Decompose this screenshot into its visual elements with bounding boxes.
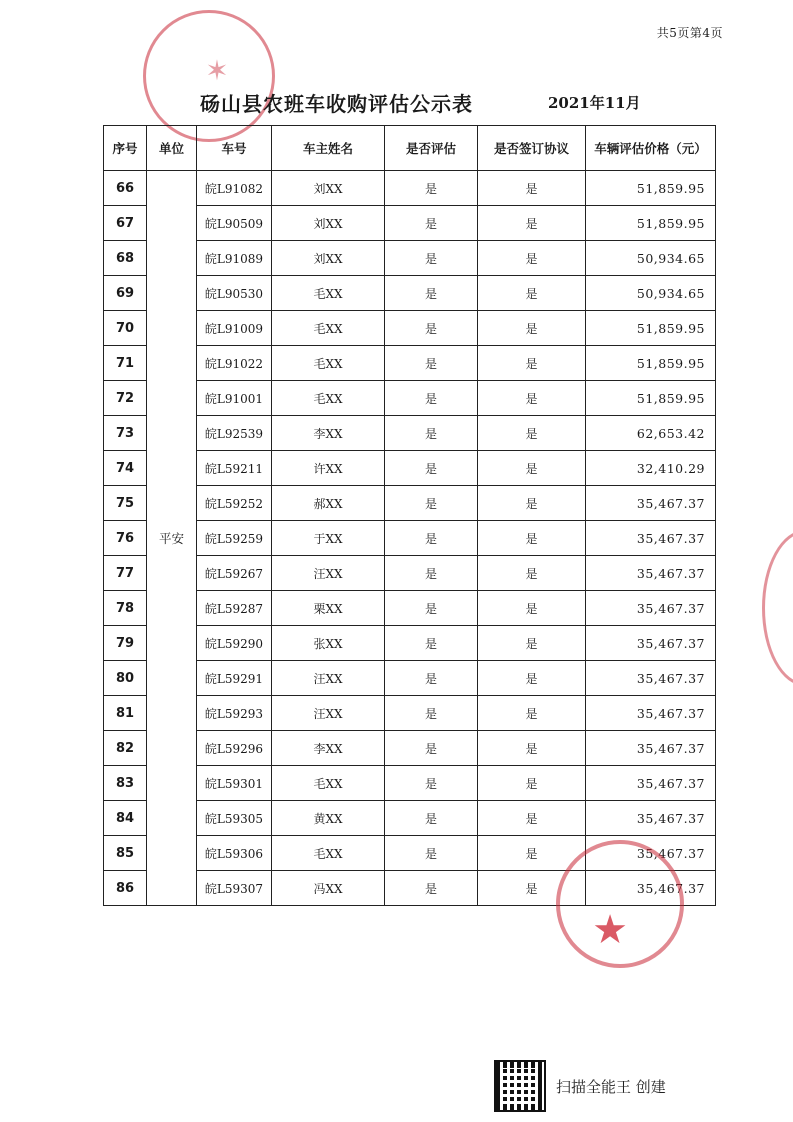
row-number: 85 [104,836,147,871]
row-assessed: 是 [385,206,478,241]
row-number: 84 [104,801,147,836]
row-plate: 皖L91082 [197,171,272,206]
document-title: 砀山县农班车收购评估公示表 [200,92,473,116]
row-plate: 皖L59211 [197,451,272,486]
row-assessed: 是 [385,696,478,731]
row-number: 76 [104,521,147,556]
row-price: 32,410.29 [586,451,716,486]
row-owner: 汪XX [272,661,385,696]
row-price: 35,467.37 [586,556,716,591]
row-owner: 郝XX [272,486,385,521]
row-owner: 李XX [272,416,385,451]
row-assessed: 是 [385,661,478,696]
row-price: 50,934.65 [586,276,716,311]
row-plate: 皖L90530 [197,276,272,311]
row-plate: 皖L90509 [197,206,272,241]
row-number: 77 [104,556,147,591]
qr-code-icon [494,1060,546,1112]
row-owner: 毛XX [272,381,385,416]
row-number: 82 [104,731,147,766]
row-assessed: 是 [385,381,478,416]
row-agreement: 是 [478,206,586,241]
row-number: 68 [104,241,147,276]
row-plate: 皖L59259 [197,521,272,556]
row-agreement: 是 [478,871,586,906]
row-assessed: 是 [385,556,478,591]
col-header-no: 序号 [104,126,147,171]
page-indicator: 共5页第4页 [656,26,723,40]
row-plate: 皖L59301 [197,766,272,801]
row-assessed: 是 [385,311,478,346]
row-number: 69 [104,276,147,311]
row-price: 35,467.37 [586,591,716,626]
row-plate: 皖L59252 [197,486,272,521]
row-price: 35,467.37 [586,486,716,521]
row-price: 35,467.37 [586,836,716,871]
row-assessed: 是 [385,521,478,556]
row-owner: 毛XX [272,346,385,381]
row-unit: 平安 [147,171,197,906]
row-agreement: 是 [478,801,586,836]
row-price: 35,467.37 [586,871,716,906]
row-owner: 毛XX [272,836,385,871]
row-agreement: 是 [478,241,586,276]
row-number: 70 [104,311,147,346]
row-plate: 皖L91001 [197,381,272,416]
row-plate: 皖L59287 [197,591,272,626]
table-header-row [104,126,716,171]
row-owner: 李XX [272,731,385,766]
row-agreement: 是 [478,661,586,696]
row-plate: 皖L91009 [197,311,272,346]
row-price: 51,859.95 [586,171,716,206]
row-agreement: 是 [478,486,586,521]
row-number: 78 [104,591,147,626]
row-assessed: 是 [385,276,478,311]
row-number: 66 [104,171,147,206]
row-owner: 毛XX [272,311,385,346]
row-agreement: 是 [478,766,586,801]
document-date: 2021年11月 [548,94,641,112]
row-agreement: 是 [478,451,586,486]
row-plate: 皖L59290 [197,626,272,661]
row-agreement: 是 [478,836,586,871]
row-owner: 刘XX [272,171,385,206]
row-price: 51,859.95 [586,311,716,346]
row-assessed: 是 [385,241,478,276]
row-price: 35,467.37 [586,696,716,731]
row-owner: 毛XX [272,766,385,801]
row-number: 81 [104,696,147,731]
col-header-price: 车辆评估价格（元） [586,126,716,171]
row-agreement: 是 [478,381,586,416]
row-number: 74 [104,451,147,486]
scanner-footer [494,1060,666,1112]
row-number: 72 [104,381,147,416]
row-number: 86 [104,871,147,906]
row-plate: 皖L59296 [197,731,272,766]
row-plate: 皖L59307 [197,871,272,906]
row-assessed: 是 [385,871,478,906]
row-owner: 汪XX [272,696,385,731]
row-plate: 皖L91022 [197,346,272,381]
row-number: 83 [104,766,147,801]
seal-star-icon: ✶ [205,54,229,87]
row-assessed: 是 [385,486,478,521]
row-agreement: 是 [478,696,586,731]
row-owner: 刘XX [272,206,385,241]
row-agreement: 是 [478,311,586,346]
row-owner: 许XX [272,451,385,486]
col-header-assessed: 是否评估 [385,126,478,171]
row-agreement: 是 [478,346,586,381]
row-price: 35,467.37 [586,731,716,766]
row-owner: 栗XX [272,591,385,626]
row-plate: 皖L59291 [197,661,272,696]
row-agreement: 是 [478,276,586,311]
row-plate: 皖L92539 [197,416,272,451]
row-owner: 张XX [272,626,385,661]
row-assessed: 是 [385,836,478,871]
row-number: 71 [104,346,147,381]
row-assessed: 是 [385,591,478,626]
seal-star-icon: ★ [592,907,628,953]
col-header-plate: 车号 [197,126,272,171]
row-owner: 汪XX [272,556,385,591]
row-agreement: 是 [478,626,586,661]
row-price: 35,467.37 [586,766,716,801]
row-price: 50,934.65 [586,241,716,276]
row-price: 51,859.95 [586,381,716,416]
table-body [104,171,716,906]
row-owner: 刘XX [272,241,385,276]
footer-brand-text: 扫描全能王 创建 [556,1077,666,1096]
row-assessed: 是 [385,731,478,766]
col-header-unit: 单位 [147,126,197,171]
row-assessed: 是 [385,626,478,661]
row-price: 62,653.42 [586,416,716,451]
row-agreement: 是 [478,591,586,626]
row-owner: 冯XX [272,871,385,906]
row-price: 35,467.37 [586,801,716,836]
row-agreement: 是 [478,171,586,206]
row-price: 35,467.37 [586,626,716,661]
row-plate: 皖L59305 [197,801,272,836]
row-agreement: 是 [478,731,586,766]
row-price: 51,859.95 [586,346,716,381]
row-plate: 皖L59267 [197,556,272,591]
table-row [104,171,716,206]
row-number: 73 [104,416,147,451]
row-price: 35,467.37 [586,661,716,696]
row-owner: 于XX [272,521,385,556]
row-number: 80 [104,661,147,696]
row-number: 75 [104,486,147,521]
row-plate: 皖L59293 [197,696,272,731]
row-agreement: 是 [478,556,586,591]
row-price: 35,467.37 [586,521,716,556]
row-assessed: 是 [385,451,478,486]
row-agreement: 是 [478,416,586,451]
row-plate: 皖L59306 [197,836,272,871]
row-number: 67 [104,206,147,241]
col-header-owner: 车主姓名 [272,126,385,171]
row-assessed: 是 [385,801,478,836]
edge-seal [762,530,793,686]
row-number: 79 [104,626,147,661]
row-assessed: 是 [385,171,478,206]
row-price: 51,859.95 [586,206,716,241]
row-owner: 毛XX [272,276,385,311]
col-header-agreement: 是否签订协议 [478,126,586,171]
row-agreement: 是 [478,521,586,556]
row-owner: 黄XX [272,801,385,836]
row-assessed: 是 [385,416,478,451]
row-assessed: 是 [385,766,478,801]
assessment-table [103,125,716,906]
row-plate: 皖L91089 [197,241,272,276]
row-assessed: 是 [385,346,478,381]
